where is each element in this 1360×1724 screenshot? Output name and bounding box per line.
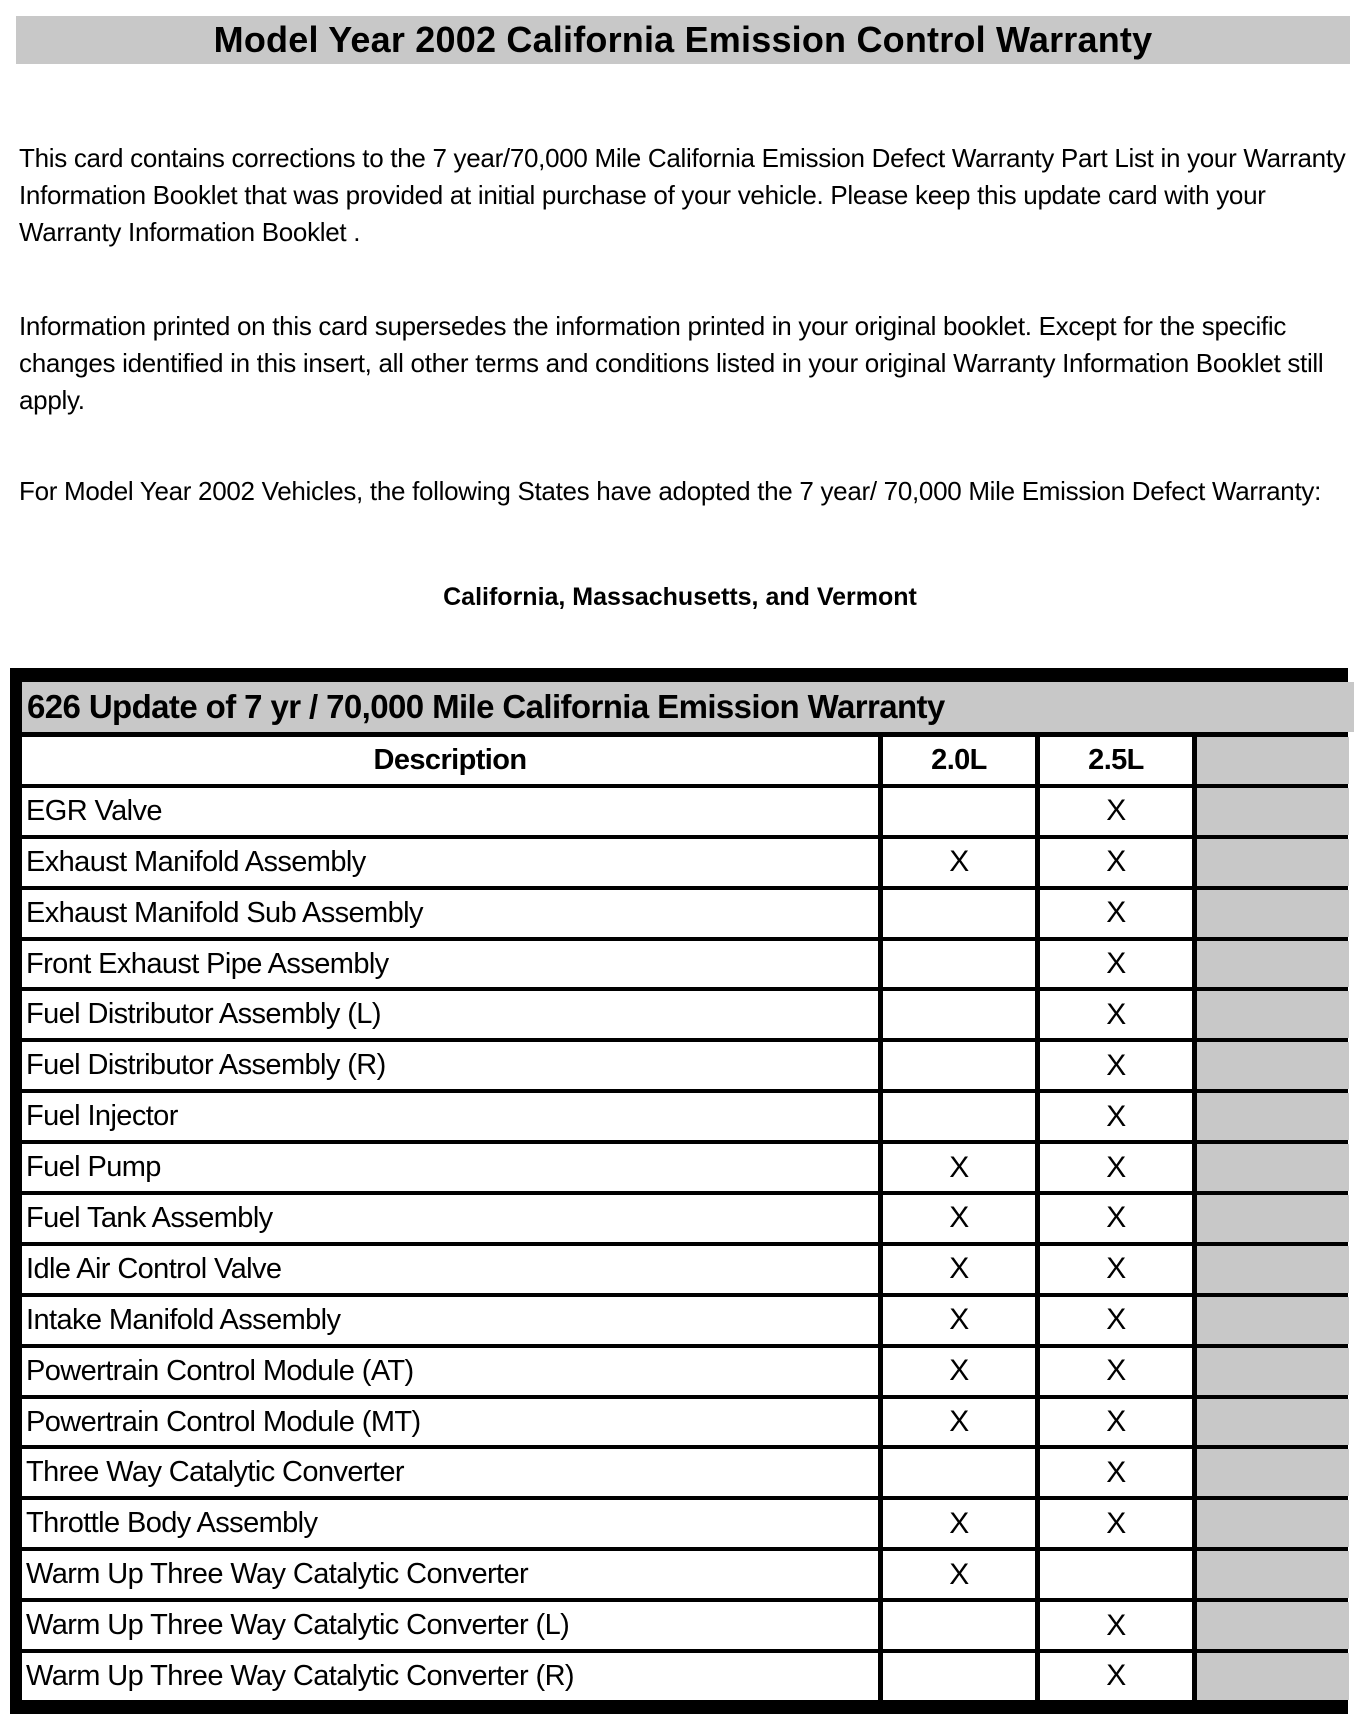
title-bar xyxy=(16,16,1350,64)
row-mark-2-5l: X xyxy=(1040,1449,1192,1496)
row-description: Warm Up Three Way Catalytic Converter (L) xyxy=(22,1602,878,1649)
row-mark-2-5l: X xyxy=(1040,1348,1192,1395)
row-mark-2-0l: X xyxy=(883,1348,1035,1395)
row-shade-cell xyxy=(1197,1449,1349,1496)
row-shade-cell xyxy=(1197,1348,1349,1395)
row-description: Front Exhaust Pipe Assembly xyxy=(22,941,878,988)
row-mark-2-5l: X xyxy=(1040,1144,1192,1191)
row-mark-2-0l: X xyxy=(883,1297,1035,1344)
states-list: California, Massachusetts, and Vermont xyxy=(443,583,917,611)
row-description: Powertrain Control Module (MT) xyxy=(22,1399,878,1446)
row-description: Three Way Catalytic Converter xyxy=(22,1449,878,1496)
row-shade-cell xyxy=(1197,1195,1349,1242)
header-description: Description xyxy=(22,737,878,784)
row-description: Intake Manifold Assembly xyxy=(22,1297,878,1344)
row-mark-2-0l xyxy=(883,1042,1035,1089)
row-shade-cell xyxy=(1197,991,1349,1038)
row-mark-2-5l: X xyxy=(1040,1297,1192,1344)
warranty-table xyxy=(10,668,1348,1714)
row-description: Idle Air Control Valve xyxy=(22,1246,878,1293)
header-2-5l: 2.5L xyxy=(1040,737,1192,784)
row-mark-2-0l xyxy=(883,1653,1035,1700)
row-description: Exhaust Manifold Assembly xyxy=(22,839,878,886)
warranty-grid xyxy=(22,737,1349,1700)
row-description: Fuel Injector xyxy=(22,1093,878,1140)
row-mark-2-0l: X xyxy=(883,1500,1035,1547)
row-mark-2-5l: X xyxy=(1040,941,1192,988)
row-mark-2-0l xyxy=(883,941,1035,988)
row-mark-2-0l: X xyxy=(883,1144,1035,1191)
row-description: EGR Valve xyxy=(22,788,878,835)
row-description: Exhaust Manifold Sub Assembly xyxy=(22,890,878,937)
row-shade-cell xyxy=(1197,1500,1349,1547)
page-title: Model Year 2002 California Emission Control Warranty xyxy=(213,19,1153,60)
row-mark-2-5l: X xyxy=(1040,1195,1192,1242)
intro-paragraph: This card contains corrections to the 7 year/70,000 Mile California Emission Defect Warranty Part List in your Warranty Information Booklet that was provided at initial purchase of your vehicle. Please keep this update card with your Warranty Information Booklet . xyxy=(19,143,1346,247)
row-mark-2-5l: X xyxy=(1040,1246,1192,1293)
row-description: Warm Up Three Way Catalytic Converter xyxy=(22,1551,878,1598)
row-mark-2-5l xyxy=(1040,1551,1192,1598)
row-shade-cell xyxy=(1197,1551,1349,1598)
row-mark-2-5l: X xyxy=(1040,1093,1192,1140)
row-shade-cell xyxy=(1197,839,1349,886)
row-shade-cell xyxy=(1197,1602,1349,1649)
row-shade-cell xyxy=(1197,788,1349,835)
row-description: Fuel Tank Assembly xyxy=(22,1195,878,1242)
header-blank xyxy=(1197,737,1349,784)
row-shade-cell xyxy=(1197,890,1349,937)
row-mark-2-5l: X xyxy=(1040,890,1192,937)
row-shade-cell xyxy=(1197,1399,1349,1446)
table-title-text: 626 Update of 7 yr / 70,000 Mile California Emission Warranty xyxy=(27,688,945,725)
row-mark-2-0l: X xyxy=(883,1551,1035,1598)
row-description: Powertrain Control Module (AT) xyxy=(22,1348,878,1395)
row-mark-2-5l: X xyxy=(1040,1602,1192,1649)
row-mark-2-5l: X xyxy=(1040,839,1192,886)
row-shade-cell xyxy=(1197,1297,1349,1344)
row-mark-2-5l: X xyxy=(1040,1500,1192,1547)
row-mark-2-0l: X xyxy=(883,839,1035,886)
states-intro-paragraph: For Model Year 2002 Vehicles, the following States have adopted the 7 year/ 70,000 Mile Emission Defect Warranty: xyxy=(19,476,1322,506)
row-mark-2-0l: X xyxy=(883,1246,1035,1293)
row-description: Fuel Pump xyxy=(22,1144,878,1191)
row-mark-2-0l xyxy=(883,1449,1035,1496)
row-shade-cell xyxy=(1197,1144,1349,1191)
row-shade-cell xyxy=(1197,1653,1349,1700)
row-mark-2-0l xyxy=(883,991,1035,1038)
row-mark-2-5l: X xyxy=(1040,991,1192,1038)
row-mark-2-0l xyxy=(883,788,1035,835)
row-shade-cell xyxy=(1197,941,1349,988)
row-mark-2-0l: X xyxy=(883,1195,1035,1242)
row-mark-2-5l: X xyxy=(1040,788,1192,835)
row-mark-2-5l: X xyxy=(1040,1653,1192,1700)
row-description: Warm Up Three Way Catalytic Converter (R) xyxy=(22,1653,878,1700)
row-mark-2-0l: X xyxy=(883,1399,1035,1446)
header-2-0l: 2.0L xyxy=(883,737,1035,784)
row-mark-2-5l: X xyxy=(1040,1042,1192,1089)
row-description: Fuel Distributor Assembly (R) xyxy=(22,1042,878,1089)
row-description: Fuel Distributor Assembly (L) xyxy=(22,991,878,1038)
row-mark-2-0l xyxy=(883,1093,1035,1140)
supersede-paragraph: Information printed on this card supersedes the information printed in your original booklet. Except for the specific changes identified in this insert, all other terms and conditions listed in your original Warranty Information Booklet still apply. xyxy=(19,311,1324,415)
table-title xyxy=(22,682,1354,732)
row-shade-cell xyxy=(1197,1093,1349,1140)
row-mark-2-5l: X xyxy=(1040,1399,1192,1446)
row-mark-2-0l xyxy=(883,890,1035,937)
row-shade-cell xyxy=(1197,1246,1349,1293)
row-mark-2-0l xyxy=(883,1602,1035,1649)
row-description: Throttle Body Assembly xyxy=(22,1500,878,1547)
row-shade-cell xyxy=(1197,1042,1349,1089)
